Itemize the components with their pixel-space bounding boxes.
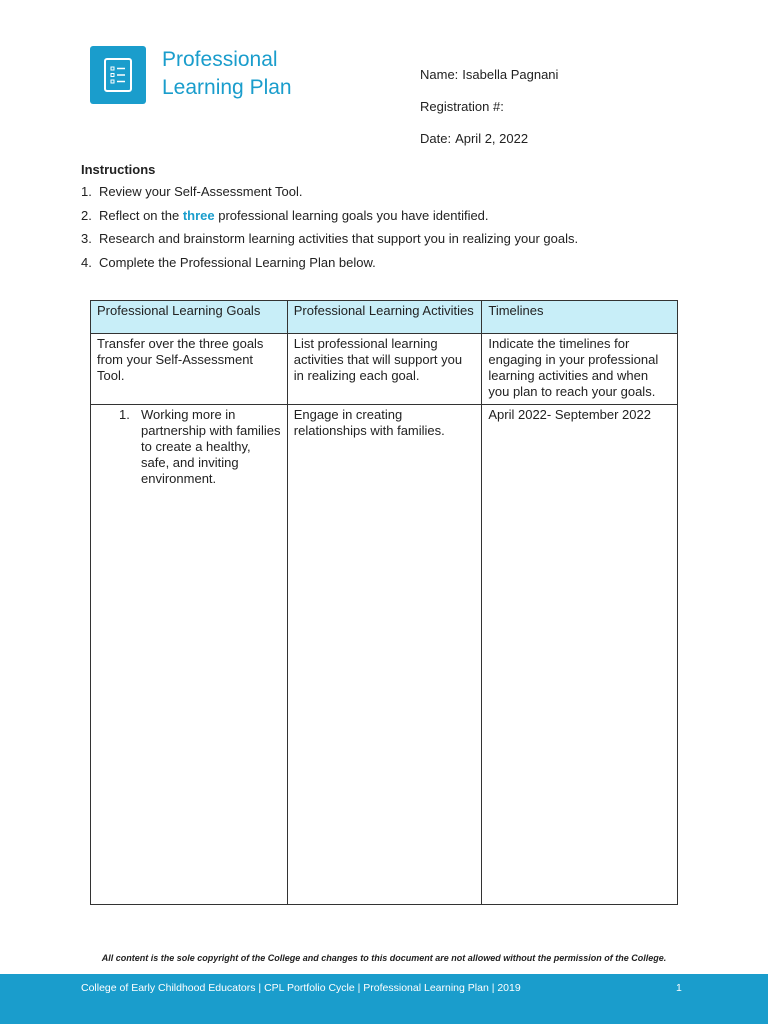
guidance-goals: Transfer over the three goals from your Self-Assessment Tool.: [91, 334, 288, 405]
name-field: [420, 67, 558, 82]
step-number: 2.: [81, 207, 92, 223]
goal-number: 1.: [119, 407, 130, 422]
guidance-activities: List professional learning activities that will support you in realizing each goal.: [287, 334, 482, 405]
checklist-icon: [104, 58, 132, 92]
copyright-disclaimer: All content is the sole copyright of the College and changes to this document are not allowed without the permission of the College.: [101, 953, 667, 963]
step-number: 4.: [81, 254, 92, 270]
registration-label: Registration #:: [420, 99, 504, 114]
step-number: 3.: [81, 231, 92, 246]
step-text-pre: Reflect on the: [99, 207, 183, 223]
goal-text: Working more in partnership with families to create a healthy, safe, and inviting environment.: [141, 407, 281, 486]
date-value: April 2, 2022: [455, 131, 529, 146]
page-title: [162, 46, 292, 102]
title-line-2: Learning Plan: [162, 76, 292, 99]
registration-field: [420, 99, 508, 114]
header-activities: Professional Learning Activities: [287, 301, 482, 334]
step-highlight: three: [182, 207, 215, 223]
step-text: Research and brainstorm learning activities that support you in realizing your goals.: [99, 231, 579, 246]
page-footer: [0, 974, 768, 1024]
header-timelines: Timelines: [482, 301, 678, 334]
date-field: [420, 131, 528, 146]
instructions-heading: Instructions: [81, 162, 156, 177]
step-text: Review your Self-Assessment Tool.: [99, 184, 303, 199]
name-value: Isabella Pagnani: [462, 67, 559, 82]
name-label: Name:: [420, 67, 459, 82]
title-line-1: Professional: [162, 48, 278, 71]
date-label: Date:: [420, 131, 452, 146]
activity-cell: Engage in creating relationships with families.: [287, 405, 482, 905]
list-item: [81, 230, 701, 254]
goal-cell: [91, 405, 288, 905]
list-item: [81, 207, 701, 231]
logo: [90, 46, 146, 104]
list-item: [81, 183, 701, 207]
goal-item: [97, 407, 281, 487]
footer-text: College of Early Childhood Educators | CPL Portfolio Cycle | Professional Learning Plan | 2019: [81, 982, 521, 994]
table-row: [91, 405, 678, 905]
instructions-list: [81, 183, 701, 277]
step-number: 1.: [81, 184, 92, 199]
learning-plan-table: [90, 300, 678, 905]
step-text: Complete the Professional Learning Plan below.: [99, 254, 376, 270]
table-guidance-row: [91, 334, 678, 405]
step-text-post: professional learning goals you have identified.: [214, 207, 489, 223]
timeline-cell: April 2022- September 2022: [482, 405, 678, 905]
guidance-timelines: Indicate the timelines for engaging in your professional learning activities and when you plan to reach your goals.: [482, 334, 678, 405]
instructions-section: [81, 162, 701, 277]
header-goals: Professional Learning Goals: [91, 301, 288, 334]
table-header-row: [91, 301, 678, 334]
page-number: 1: [676, 982, 682, 994]
list-item: [81, 254, 701, 278]
